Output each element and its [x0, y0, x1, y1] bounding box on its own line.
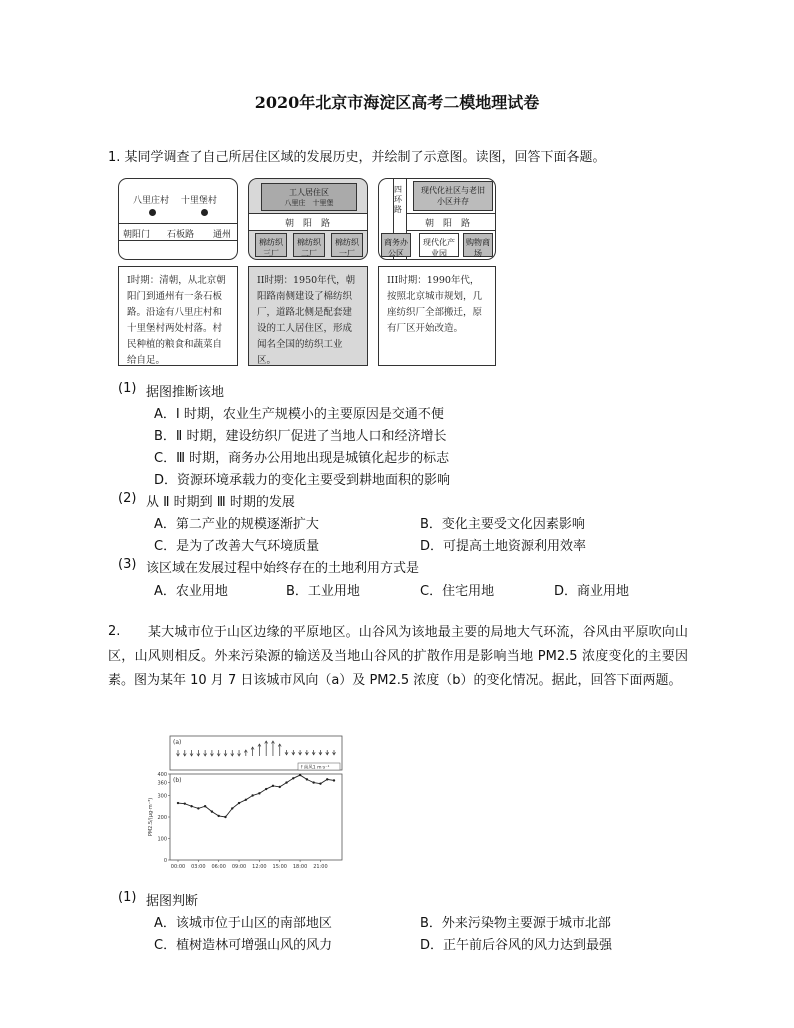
- figure-panel-1: [118, 178, 238, 260]
- y-tick-label: 100: [157, 836, 167, 843]
- caption-panel-1: I时期：清朝，从北京朝阳门到通州有一条石板路。沿途有八里庄村和十里堡村两处村落。村民种植的粮食和蔬菜自给自足。: [118, 266, 238, 366]
- q1-sub2-option-b[interactable]: B．变化主要受文化因素影响: [420, 517, 585, 532]
- pm25-point: [306, 778, 308, 780]
- panel3-road-label: 朝 阳 路: [425, 219, 471, 229]
- pm25-point: [272, 785, 274, 787]
- x-tick-label: 00:00: [170, 864, 186, 870]
- pm25-point: [279, 786, 281, 788]
- pm25-point: [258, 792, 260, 794]
- panel2-sub-right: 十里堡: [312, 199, 334, 207]
- panel1-villages: 八里庄村 十里堡村: [133, 196, 217, 206]
- pm25-point: [190, 805, 192, 807]
- q1-sub2-stem: 从 Ⅱ 时期到 Ⅲ 时期的发展: [146, 495, 295, 510]
- q1-sub2-label: (2): [118, 491, 137, 506]
- y-tick-label: 0: [163, 858, 167, 864]
- q1-sub1-label: (1): [118, 381, 137, 396]
- industrial-park-block: 现代化产业园: [419, 233, 459, 257]
- residential-label: 工人居住区: [289, 188, 329, 197]
- q1-sub1-option-c[interactable]: C．Ⅲ 时期，商务办公用地出现是城镇化起步的标志: [154, 451, 450, 466]
- q2-sub1-option-a[interactable]: A．该城市位于山区的南部地区: [154, 916, 332, 931]
- modern-community-block: [413, 181, 493, 211]
- village-dot-baliz: [149, 209, 156, 216]
- x-tick-label: 03:00: [191, 864, 206, 870]
- caption-panel-3: III时期：1990年代，按照北京城市规划，几座纺织厂全部搬迁，原有厂区开始改造。: [378, 266, 496, 366]
- q1-sub3-option-a[interactable]: A．农业用地: [154, 584, 228, 599]
- panel3-top-label: 现代化社区与老旧小区并存: [421, 186, 485, 206]
- figure-panel-3: [378, 178, 496, 260]
- pm25-point: [299, 774, 301, 776]
- pm25-point: [333, 779, 335, 781]
- x-tick-label: 12:00: [252, 864, 267, 870]
- wind-panel-a: [170, 736, 342, 771]
- pm25-point: [292, 777, 294, 779]
- business-office-block: 商务办公区: [381, 233, 411, 257]
- pm25-point: [319, 782, 321, 784]
- road-label-stone: 石板路: [167, 230, 195, 240]
- y-tick-label: 200: [157, 815, 167, 821]
- q1-sub1-stem: 据图推断该地: [146, 385, 225, 400]
- q2-sub1-stem: 据图判断: [146, 894, 199, 909]
- question-1-stem: 1. 某同学调查了自己所居住区域的发展历史，并绘制了示意图。读图，回答下面各题。: [108, 150, 606, 165]
- q1-sub2-option-a[interactable]: A．第二产业的规模逐渐扩大: [154, 517, 319, 532]
- panel3-side-road: 四环路: [394, 185, 402, 214]
- pm25-point: [184, 802, 186, 804]
- q1-sub2-option-c[interactable]: C．是为了改善大气环境质量: [154, 539, 320, 554]
- panel2-road-label: 朝 阳 路: [285, 219, 331, 229]
- village-dot-shilibao: [201, 209, 208, 216]
- caption-panel-2: II时期：1950年代，朝阳路南侧建设了棉纺织厂，道路北侧是配套建设的工人居住区，形成闻名全国的纺织工业区。: [248, 266, 368, 366]
- page-title: 2020年北京市海淀区高考二模地理试卷: [254, 93, 540, 112]
- question-2-number: 2.: [108, 624, 121, 639]
- factory-2: 棉纺织二厂: [293, 233, 325, 257]
- pm25-point: [238, 802, 240, 804]
- q2-sub1-label: (1): [118, 890, 137, 905]
- q2-sub1-option-c[interactable]: C．植树造林可增强山风的风力: [154, 938, 333, 953]
- panel-a-label: (a): [173, 739, 182, 746]
- pm25-point: [285, 781, 287, 783]
- q1-sub3-option-b[interactable]: B．工业用地: [286, 584, 360, 599]
- pm25-point: [224, 816, 226, 818]
- x-tick-label: 06:00: [211, 864, 226, 870]
- q2-sub1-option-b[interactable]: B．外来污染物主要源于城市北部: [420, 916, 611, 931]
- pm25-point: [217, 815, 219, 817]
- x-tick-label: 09:00: [231, 864, 247, 870]
- pm25-point: [326, 778, 328, 780]
- q1-sub1-option-b[interactable]: B．Ⅱ 时期，建设纺织厂促进了当地人口和经济增长: [154, 429, 447, 444]
- y-axis-label: PM2.5/(μg·m⁻³): [148, 797, 154, 837]
- panel2-sub-left: 八里庄: [284, 199, 306, 207]
- pm25-point: [265, 788, 267, 790]
- panel-b-frame: [170, 774, 342, 860]
- q1-sub3-stem: 该区域在发展过程中始终存在的土地利用方式是: [146, 561, 420, 576]
- q2-sub1-option-d[interactable]: D．正午前后谷风的风力达到最强: [420, 938, 613, 953]
- factory-3: 棉纺织三厂: [255, 233, 287, 257]
- x-tick-label: 21:00: [313, 864, 328, 870]
- pm25-point: [177, 802, 179, 804]
- residential-block: [261, 183, 357, 211]
- q1-sub3-label: (3): [118, 557, 137, 572]
- pm25-point: [245, 799, 247, 801]
- pm25-point: [197, 807, 199, 809]
- shopping-mall-block: 购物商场: [463, 233, 493, 257]
- pm25-point: [251, 794, 253, 796]
- q1-sub3-option-d[interactable]: D．商业用地: [554, 584, 630, 599]
- pm25-point: [231, 807, 233, 809]
- x-tick-label: 18:00: [292, 864, 308, 870]
- q1-sub1-option-a[interactable]: A．I 时期，农业生产规模小的主要原因是交通不便: [154, 407, 444, 422]
- factory-1: 棉纺织一厂: [331, 233, 363, 257]
- pm25-panel-b: [148, 772, 342, 870]
- y-tick-label: 360: [157, 780, 167, 787]
- wind-pm25-chart: [146, 730, 346, 870]
- x-tick-label: 15:00: [272, 864, 287, 870]
- q1-sub2-option-d[interactable]: D．可提高土地资源利用效率: [420, 539, 587, 554]
- figure-panel-2: [248, 178, 368, 260]
- question-2-stem: 某大城市位于山区边缘的平原地区。山谷风为该地最主要的局地大气环流，谷风由平原吹向山区，山风则相反。外来污染源的输送及当地山谷风的扩散作用是影响当地 PM2.5 浓度变化的主要因素。图为某年 10 月 7 日该城市风向（a）及 PM2.5 浓度（b）的变化情况。据此，回答下面两题。: [108, 625, 688, 688]
- q1-sub3-option-c[interactable]: C．住宅用地: [420, 584, 495, 599]
- y-tick-label: 300: [157, 793, 167, 800]
- pm25-point: [204, 805, 206, 807]
- road-label-chaoyangmen: 朝阳门: [123, 230, 151, 240]
- pm25-point: [312, 781, 314, 783]
- road-label-tongzhou: 通州: [213, 230, 232, 240]
- y-tick-label: 400: [157, 772, 167, 778]
- legend-label: ↑南风1 m·s⁻¹: [300, 765, 330, 771]
- panel-b-label: (b): [173, 777, 182, 784]
- q1-sub1-option-d[interactable]: D．资源环境承载力的变化主要受到耕地面积的影响: [154, 473, 451, 488]
- pm25-point: [211, 810, 213, 812]
